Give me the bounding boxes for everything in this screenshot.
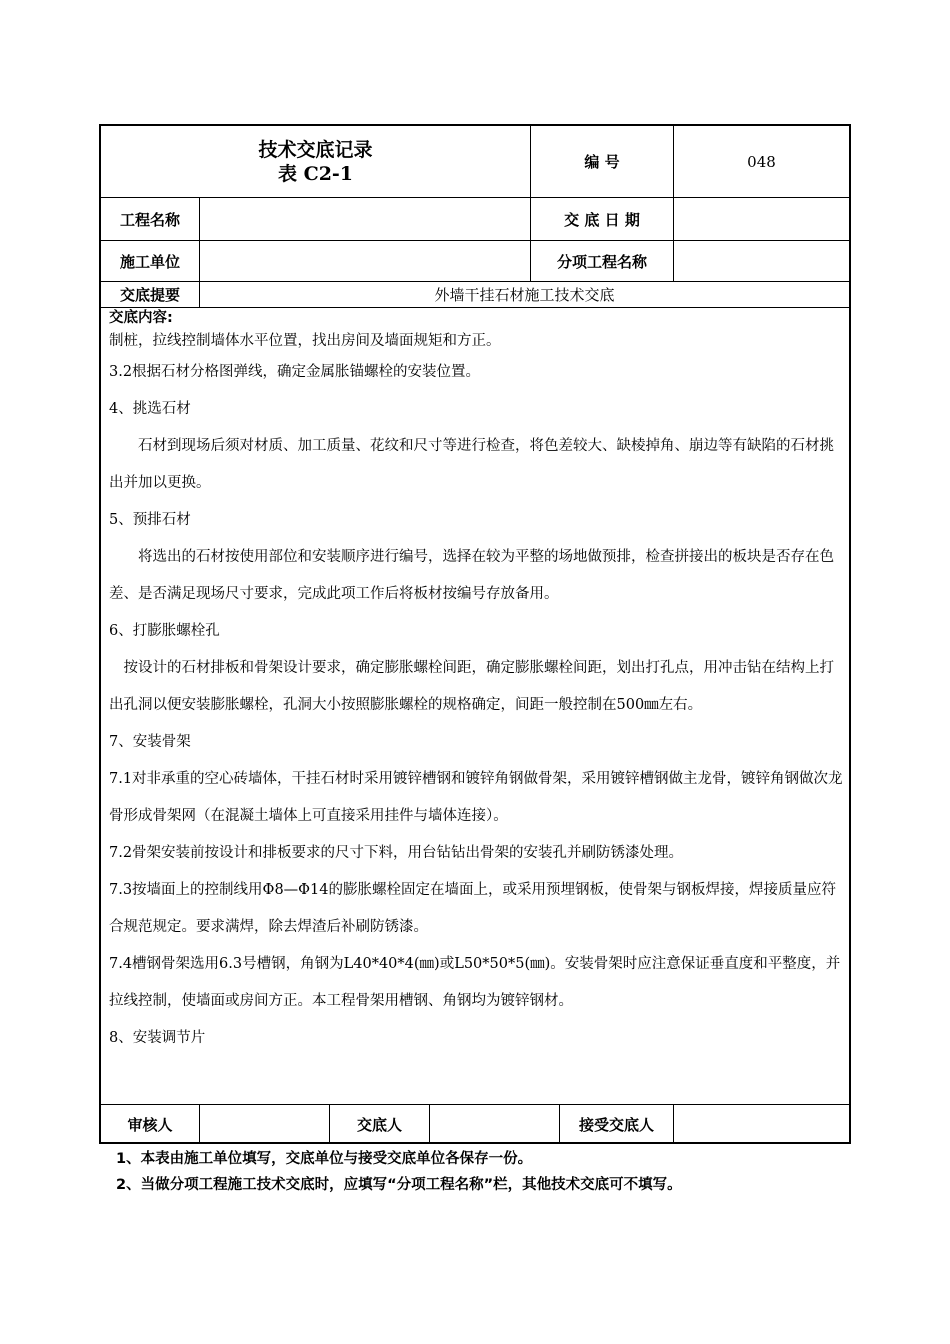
content-paragraph: 7.3按墙面上的控制线用Φ8—Φ14的膨胀螺栓固定在墙面上，或采用预埋钢板，使骨架与钢板焊接，焊接质量应符合规范规定。要求满焊，除去焊渣后补刷防锈漆。: [109, 882, 837, 935]
form-title-main: 技术交底记录: [258, 138, 373, 161]
subproject-field[interactable]: [674, 241, 849, 281]
disclosure-date-label: 交 底 日 期: [564, 210, 640, 229]
content-paragraph: 石材到现场后须对材质、加工质量、花纹和尺寸等进行检查，将色差较大、缺棱掉角、崩边等有缺陷的石材挑出并加以更换。: [109, 438, 834, 491]
project-name-field[interactable]: [200, 198, 530, 240]
number-value: 048: [747, 152, 776, 171]
section-heading: 6、打膨胀螺栓孔: [109, 623, 220, 639]
form-notes: [116, 1146, 682, 1198]
section-heading: 7、安装骨架: [109, 734, 191, 750]
disclosure-date-field[interactable]: [674, 198, 849, 240]
receiver-label: 接受交底人: [578, 1116, 654, 1134]
subproject-label: 分项工程名称: [556, 252, 647, 271]
note-line: 2、当做分项工程施工技术交底时，应填写“分项工程名称”栏，其他技术交底可不填写。: [116, 1177, 682, 1193]
content-paragraph: 3.2根据石材分格图弹线，确定金属胀锚螺栓的安装位置。: [109, 364, 481, 380]
content-paragraph: 按设计的石材排板和骨架设计要求，确定膨胀螺栓间距，确定膨胀螺栓间距，划出打孔点，用冲击钻在结构上打出孔洞以便安装膨胀螺栓，孔洞大小按照膨胀螺栓的规格确定，间距一般控制在500㎜左右。: [109, 660, 834, 713]
project-name-label: 工程名称: [119, 210, 180, 229]
content-paragraph: 制桩，拉线控制墙体水平位置，找出房间及墙面规矩和方正。: [109, 333, 501, 349]
reviewer-label: 审核人: [127, 1116, 173, 1134]
contractor-field[interactable]: [200, 241, 530, 281]
content-paragraph: 7.2骨架安装前按设计和排板要求的尺寸下料，用台钻钻出骨架的安装孔并刷防锈漆处理。: [109, 845, 684, 861]
discloser-label: 交底人: [356, 1116, 402, 1134]
content-paragraph: 7.4槽钢骨架选用6.3号槽钢，角钢为L40*40*4(㎜)或L50*50*5(㎜)。安装骨架时应注意保证垂直度和平整度，并拉线控制，使墙面或房间方正。本工程骨架用槽钢、角钢均为镀锌钢材。: [109, 956, 841, 1009]
reviewer-field[interactable]: [200, 1105, 329, 1144]
section-heading: 5、预排石材: [109, 512, 191, 528]
number-label: 编 号: [584, 153, 620, 171]
summary-value: 外墙干挂石材施工技术交底: [434, 286, 615, 304]
note-line: 1、本表由施工单位填写，交底单位与接受交底单位各保存一份。: [116, 1151, 533, 1167]
content-paragraph: 将选出的石材按使用部位和安装顺序进行编号，选择在较为平整的场地做预排，检查拼接出的板块是否存在色差、是否满足现场尺寸要求，完成此项工作后将板材按编号存放备用。: [109, 549, 834, 602]
content-paragraph: 7.1对非承重的空心砖墙体，干挂石材时采用镀锌槽钢和镀锌角钢做骨架，采用镀锌槽钢做主龙骨，镀锌角钢做次龙骨形成骨架网（在混凝土墙体上可直接采用挂件与墙体连接）。: [109, 771, 843, 824]
section-heading: 8、安装调节片: [109, 1030, 206, 1046]
discloser-field[interactable]: [430, 1105, 559, 1144]
form-title-code: 表 C2-1: [277, 162, 354, 185]
content-label: 交底内容:: [109, 310, 173, 326]
receiver-field[interactable]: [674, 1105, 849, 1144]
section-heading: 4、挑选石材: [109, 401, 191, 417]
contractor-label: 施工单位: [119, 252, 180, 271]
technical-disclosure-form: [99, 124, 851, 1144]
summary-label: 交底提要: [119, 286, 180, 304]
form-title: [101, 126, 530, 197]
disclosure-content: [109, 308, 843, 1057]
